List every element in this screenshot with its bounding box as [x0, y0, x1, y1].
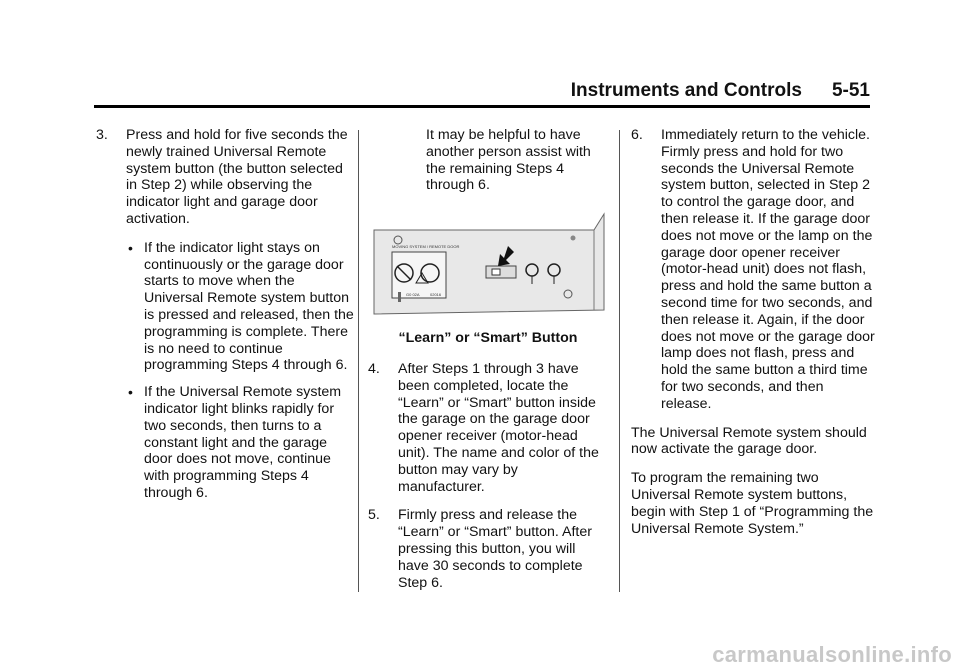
step-6 [631, 127, 876, 413]
column-divider-2 [619, 130, 620, 592]
bullet-glyph: • [128, 384, 133, 401]
garage-opener-illustration [368, 210, 606, 320]
bullet-text: If the indicator light stays on continuously or the garage door starts to move when the Universal Remote system button is pressed and released, then the programming is complete. There is no need to continue programming Steps 4 through 6. [144, 239, 354, 374]
step-number: 6. [631, 127, 643, 143]
header-rule [94, 105, 870, 108]
panel-label: MOVING SYSTEM / REMOTE DOOR [392, 244, 460, 250]
step-3 [96, 127, 354, 228]
section-title: Instruments and Controls [570, 80, 802, 101]
left-code: G0 02A [406, 292, 420, 298]
column-1 [96, 127, 354, 512]
right-code: 02016 [430, 292, 442, 298]
step-5 [368, 507, 608, 591]
step-number: 4. [368, 360, 380, 377]
step-4 [368, 361, 608, 495]
bullet-glyph: • [128, 239, 133, 256]
paragraph: The Universal Remote system should now activate the garage door. [631, 424, 867, 458]
figure-caption: “Learn” or “Smart” Button [398, 330, 578, 347]
page-header [571, 80, 870, 102]
learn-button-figure [368, 210, 606, 320]
bullet-text: If the Universal Remote system indicator light blinks rapidly for two seconds, then turns to a constant light and the garage door does not move, continue with programming Steps 4 through 6. [144, 384, 342, 501]
step-number: 5. [368, 507, 380, 524]
column-3 [631, 127, 876, 549]
page-number: 5-51 [831, 80, 870, 101]
step-text: Immediately return to the vehicle. Firmly press and hold for two seconds the Universal Remote system button, selected in Step 2 to control the garage door, and then release it. If the garage door does not move or the lamp on the garage door opener receiver (motor-head unit) does not flash, press and hold the same button a second time for two seconds, and then release it. Again, if the door does not move or the garage door lamp does not flash, press and hold the same button a third time for two seconds, and then release. [661, 127, 875, 412]
bullet-item [96, 240, 354, 374]
step-number: 3. [96, 127, 108, 143]
step-3-continuation: It may be helpful to have another person assist with the remaining Steps 4 through 6. [426, 127, 591, 194]
paragraph: To program the remaining two Universal Remote system buttons, begin with Step 1 of “Programming the Universal Remote System.” [631, 470, 874, 537]
column-divider-1 [358, 130, 359, 592]
step-text: Firmly press and release the “Learn” or “Smart” button. After pressing this button, you will have 30 seconds to complete Step 6. [398, 507, 592, 591]
bullet-item [96, 384, 354, 502]
watermark: carmanualsonline.info [712, 642, 952, 667]
step-text: Press and hold for five seconds the newly trained Universal Remote system button (the button selected in Step 2) while observing the indicator light and garage door activation. [126, 127, 348, 227]
column-2 [368, 127, 608, 603]
step-text: After Steps 1 through 3 have been completed, locate the “Learn” or “Smart” button inside the garage on the garage door opener receiver (motor-head unit). The name and color of the button may vary by manufacturer. [398, 360, 599, 495]
